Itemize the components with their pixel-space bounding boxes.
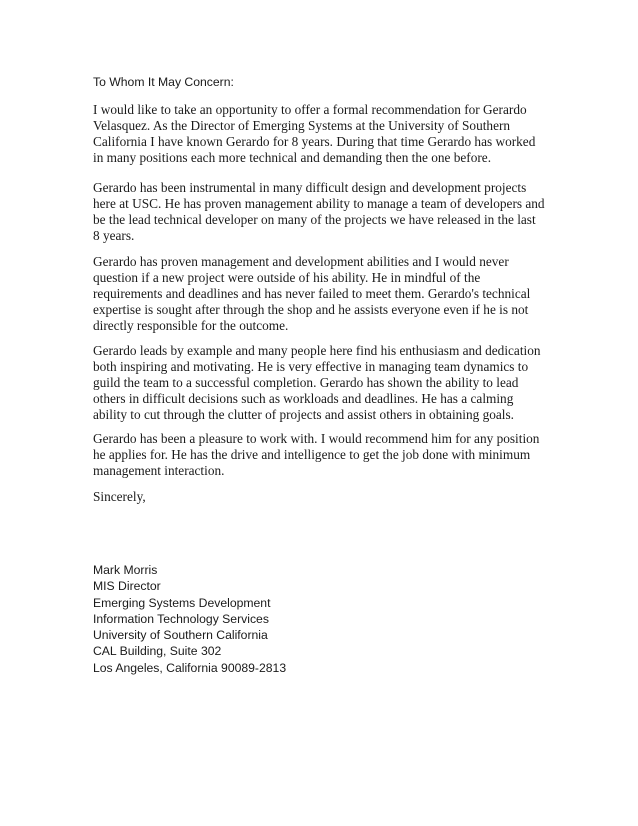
paragraph-line: I would like to take an opportunity to offer a formal recommendation for Gerardo bbox=[93, 102, 527, 117]
paragraph-line: requirements and deadlines and has never failed to meet them. Gerardo's technical bbox=[93, 286, 531, 301]
paragraph-line: Velasquez. As the Director of Emerging Systems at the University of Southern bbox=[93, 118, 511, 133]
paragraph-4 bbox=[93, 343, 553, 423]
paragraph-3 bbox=[93, 254, 553, 334]
paragraph-line: others in difficult decisions such as workloads and deadlines. He has a calming bbox=[93, 391, 514, 406]
paragraph-line: California I have known Gerardo for 8 years. During that time Gerardo has worked bbox=[93, 134, 536, 149]
paragraph-line: directly responsible for the outcome. bbox=[93, 318, 289, 333]
paragraph-line: here at USC. He has proven management ability to manage a team of developers and bbox=[93, 196, 545, 211]
paragraph-line: Gerardo has proven management and development abilities and I would never bbox=[93, 254, 509, 269]
paragraph-5 bbox=[93, 431, 553, 479]
signature-block bbox=[93, 562, 286, 676]
paragraph-line: be the lead technical developer on many of the projects we have released in the last bbox=[93, 212, 536, 227]
paragraph-line: ability to cut through the clutter of projects and assist others in obtaining goals. bbox=[93, 407, 514, 422]
paragraph-line: both inspiring and motivating. He is very effective in managing team dynamics to bbox=[93, 359, 529, 374]
paragraph-line: management interaction. bbox=[93, 463, 225, 478]
signer-department: Emerging Systems Development bbox=[93, 595, 271, 610]
paragraph-line: Gerardo leads by example and many people here find his enthusiasm and dedication bbox=[93, 343, 541, 358]
paragraph-line: in many positions each more technical and demanding then the one before. bbox=[93, 150, 492, 165]
signer-address-line-2: Los Angeles, California 90089-2813 bbox=[93, 660, 287, 675]
paragraph-line: Gerardo has been a pleasure to work with. I would recommend him for any position bbox=[93, 431, 540, 446]
paragraph-line: 8 years. bbox=[93, 228, 135, 243]
paragraph-line: question if a new project were outside of his ability. He in mindful of the bbox=[93, 270, 481, 285]
paragraph-line: Gerardo has been instrumental in many difficult design and development projects bbox=[93, 180, 527, 195]
signer-organization: University of Southern California bbox=[93, 628, 268, 643]
paragraph-line: he applies for. He has the drive and intelligence to get the job done with minimum bbox=[93, 447, 531, 462]
signer-division: Information Technology Services bbox=[93, 611, 269, 626]
paragraph-line: expertise is sought after through the shop and he assists everyone even if he is not bbox=[93, 302, 529, 317]
paragraph-2 bbox=[93, 180, 553, 244]
letter-closing bbox=[93, 489, 553, 505]
signer-name: Mark Morris bbox=[93, 563, 158, 577]
paragraph-line: guild the team to a successful completion. Gerardo has shown the ability to lead bbox=[93, 375, 519, 390]
signer-address-line-1: CAL Building, Suite 302 bbox=[93, 644, 222, 659]
letter-salutation: To Whom It May Concern: bbox=[93, 75, 234, 89]
closing-text: Sincerely, bbox=[93, 489, 146, 504]
paragraph-1 bbox=[93, 102, 553, 166]
signer-title: MIS Director bbox=[93, 579, 161, 594]
